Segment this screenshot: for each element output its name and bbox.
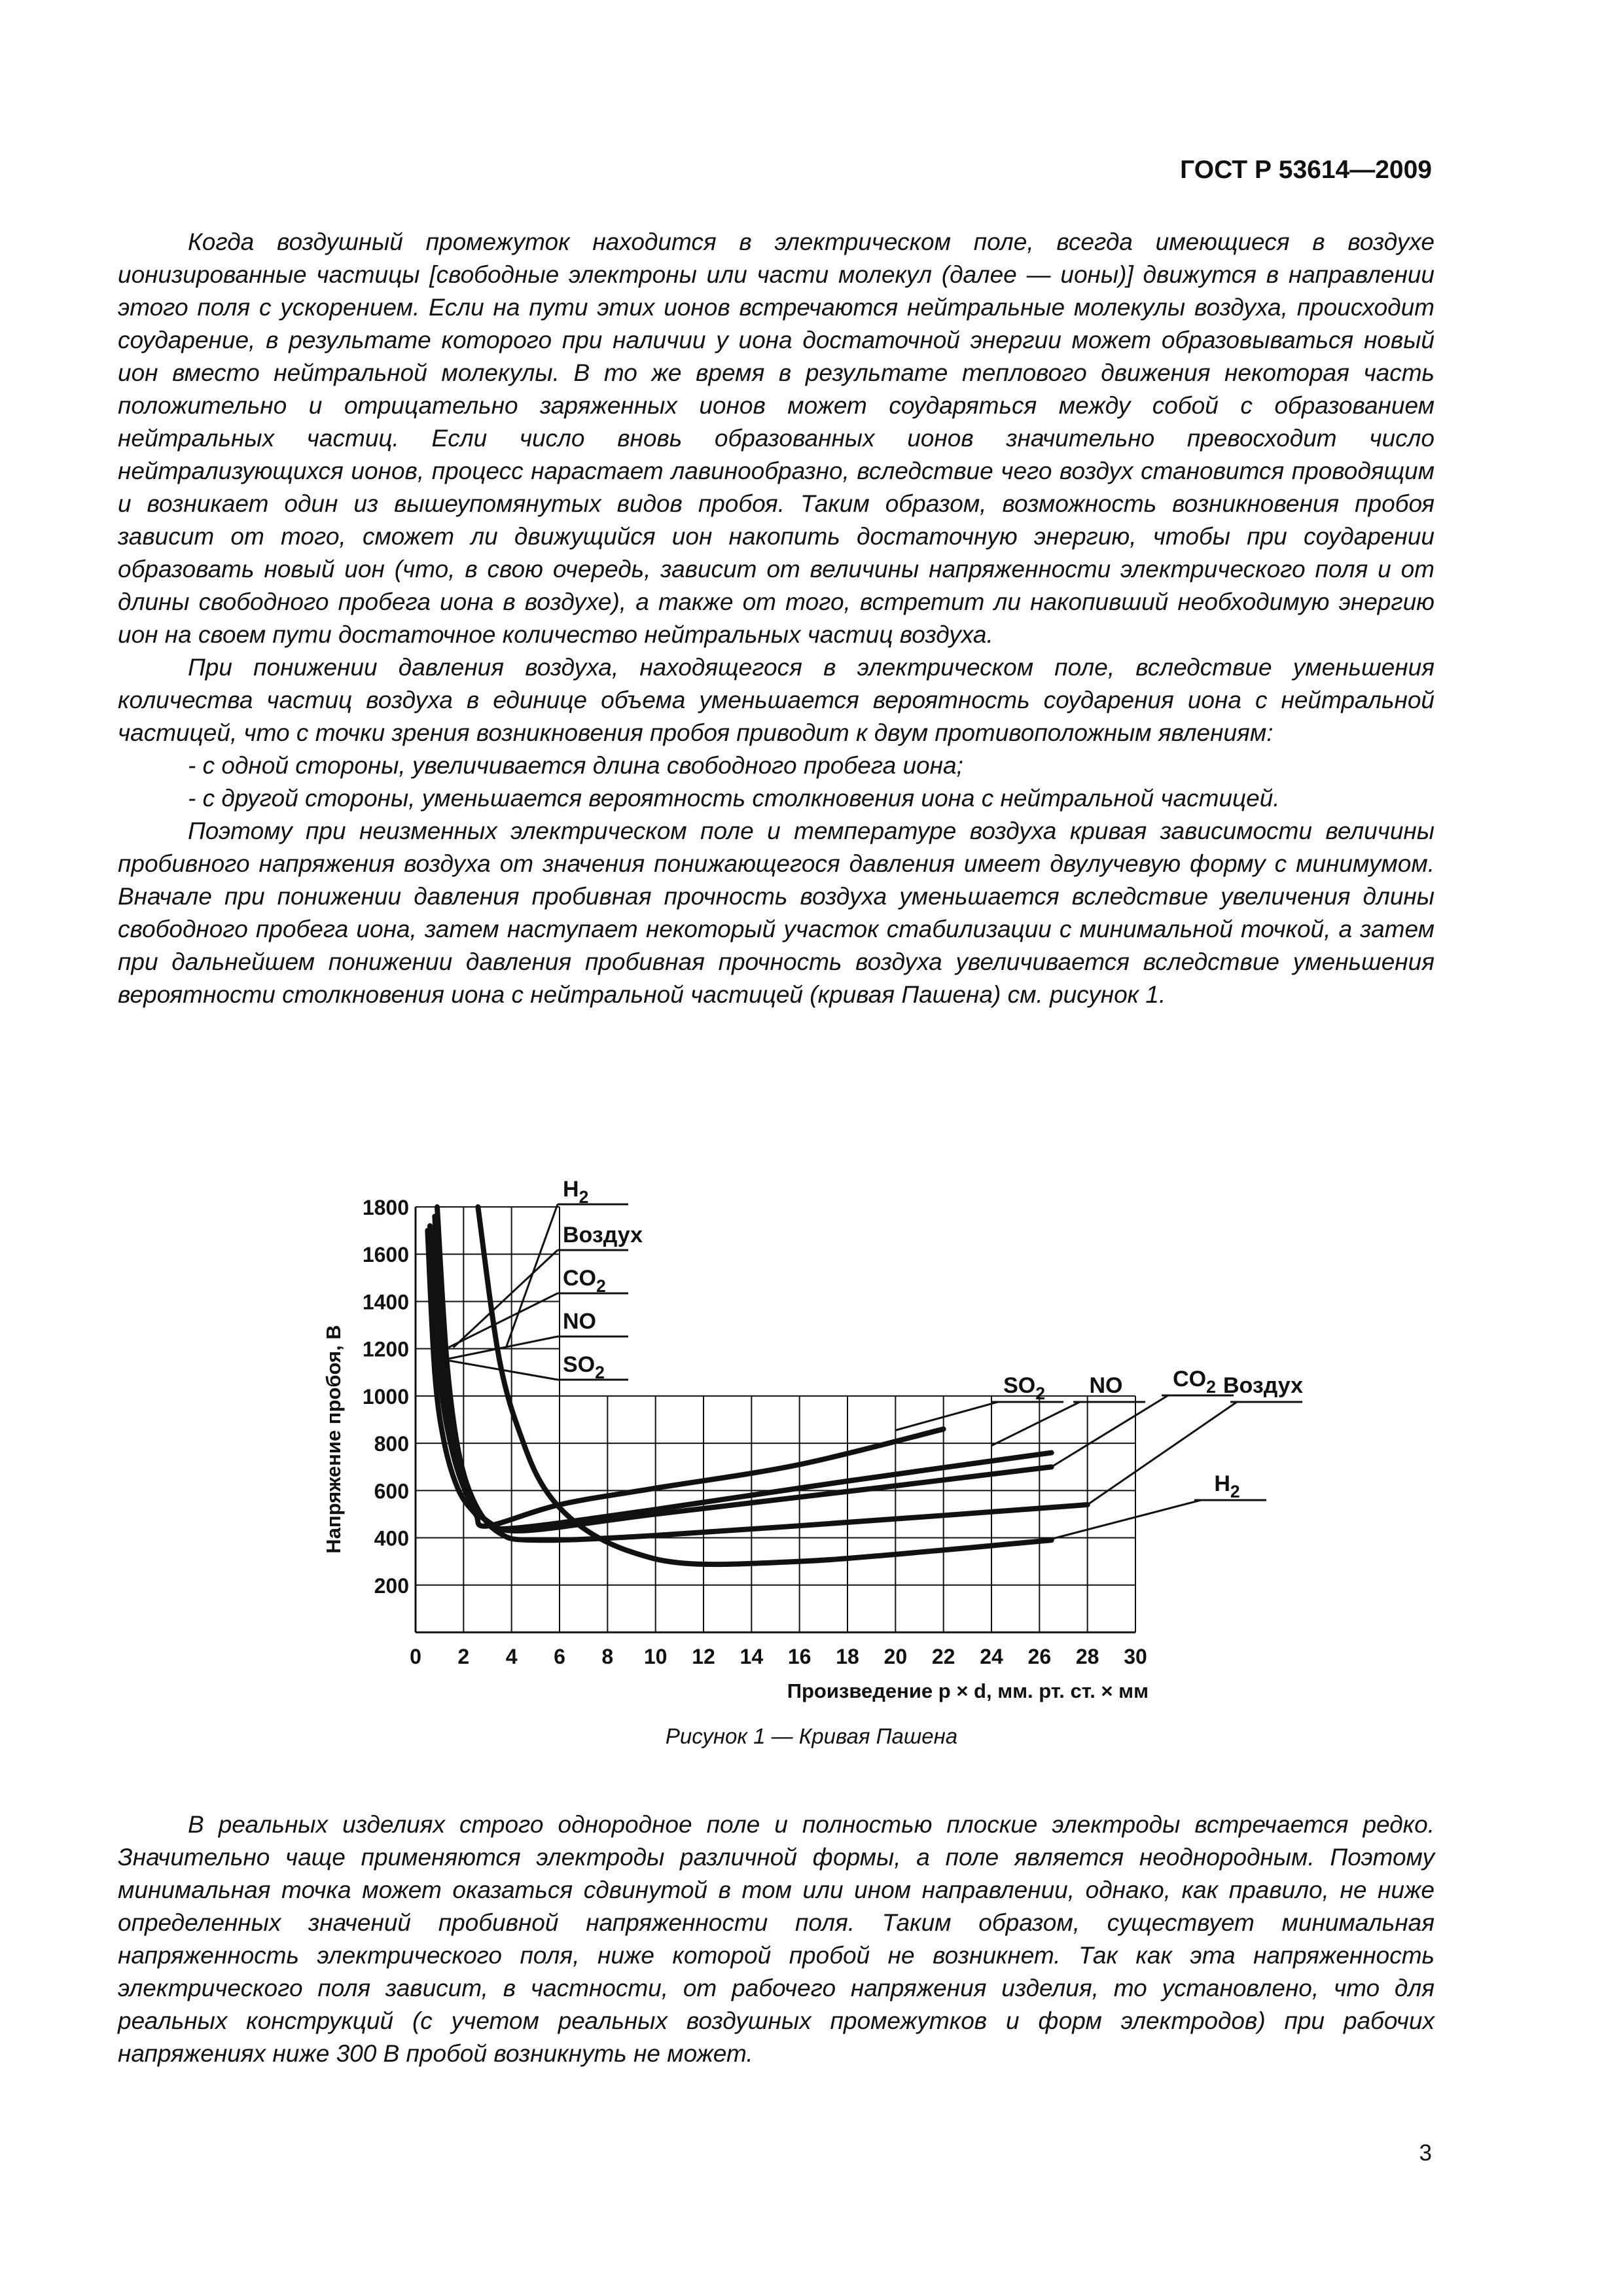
leader-line [506,1204,558,1348]
paschen-curve-chart [308,1164,1315,1720]
legend-label-right: $CO_2$ [1173,1367,1216,1397]
paragraph: В реальных изделиях строго однородное поле и полностью плоские электроды встречается редко. Значительно чаще применяются электроды различной формы, а поле является неоднородным. Поэтому минимальная точка может оказаться сдвинутой в том или ином направлении, однако, как правило, не ниже определенных значений пробивной напряженности поля. Таким образом, существует минимальная напряженность электрического поля, ниже которой пробой не возникнет. Так как эта напряженность электрического поля зависит, в частности, от рабочего напряжения изделия, то установлено, что для реальных конструкций (с учетом реальных воздушных промежутков и форм электродов) при рабочих напряжениях ниже 300 В пробой возникнуть не может. [118,1811,1435,2067]
legend-label-right: $SO_2$ [1003,1373,1045,1404]
leader-line [454,1250,558,1348]
paragraph: Поэтому при неизменных электрическом поле и температуре воздуха кривая зависимости величины пробивного напряжения воздуха от значения понижающегося давления имеет двулучевую форму с минимумом. Вначале при понижении давления пробивная прочность воздуха уменьшается вследствие увеличения длины свободного пробега иона, затем наступает некоторый участок стабилизации с минимальной точкой, а затем при дальнейшем понижении давления пробивная прочность воздуха увеличивается вследствие уменьшения вероятности столкновения иона с нейтральной частицей (кривая Пашена) см. рисунок 1. [118,817,1435,1008]
list-item: - с другой стороны, уменьшается вероятность столкновения иона с нейтральной частицей. [188,785,1280,812]
legend-label-top: Воздух [563,1223,643,1247]
y-tick-label: 600 [374,1479,409,1503]
y-tick-label: 400 [374,1526,409,1551]
x-tick-label: 22 [931,1645,955,1668]
legend-label-top: $CO_2$ [563,1266,606,1297]
legend-label-right: NO [1089,1373,1123,1398]
body-text-bottom [118,1808,1435,2070]
x-tick-label: 28 [1075,1645,1099,1668]
y-axis-title: Напряжение пробоя, В [322,1325,345,1554]
curve-h2 [478,1207,1051,1564]
x-tick-label: 18 [836,1645,859,1668]
legend-label-right: Воздух [1222,1373,1304,1398]
x-tick-label: 4 [505,1645,518,1668]
y-tick-label: 1000 [362,1384,409,1408]
paragraph: Когда воздушный промежуток находится в электрическом поле, всегда имеющиеся в воздухе ионизированные частицы [свободные электроны или части молекул (далее — ионы)] движутся в направлении этого поля с ускорением. Если на пути этих ионов встречаются нейтральные молекулы воздуха, происходит соударение, в результате которого при наличии у иона достаточной энергии может образовываться новый ион вместо нейтральной молекулы. В то же время в результате теплового движения некоторая часть положительно и отрицательно заряженных ионов может соударяться между собой с образованием нейтральных частиц. Если число вновь образованных ионов значительно превосходит число нейтрализующихся ионов, процесс нарастает лавинообразно, вследствие чего воздух становится проводящим и возникает один из вышеупомянутых видов пробоя. Таким образом, возможность возникновения пробоя зависит от того, сможет ли движущийся ион накопить достаточную энергию, чтобы при соударении образовать новый ион (что, в свою очередь, зависит от величины напряженности электрического поля и от длины свободного пробега иона в воздухе), а также от того, встретит ли накопивший необходимую энергию ион на своем пути достаточное количество нейтральных частиц воздуха. [118,228,1435,648]
x-tick-label: 2 [457,1645,470,1668]
y-tick-label: 200 [374,1573,409,1598]
page-number: 3 [1419,2140,1432,2166]
leader-line [1052,1395,1168,1467]
x-tick-label: 26 [1027,1645,1052,1668]
leader-line [991,1402,1080,1446]
x-tick-label: 20 [883,1645,908,1668]
leader-line [895,1402,998,1430]
x-axis-title: Произведение p × d, мм. рт. ст. × мм [787,1679,1149,1702]
x-tick-label: 0 [410,1645,421,1668]
curve-no [430,1226,1052,1529]
legend-label-top: NO [563,1309,596,1334]
document-header: ГОСТ Р 53614—2009 [1180,156,1432,184]
x-tick-label: 30 [1124,1645,1147,1668]
paragraph: При понижении давления воздуха, находящегося в электрическом поле, вследствие уменьшения количества частиц воздуха в единице объема уменьшается вероятность соударения иона с нейтральной частицей, что с точки зрения возникновения пробоя приводит к двум противоположным явлениям: [118,654,1435,746]
body-text-top [118,226,1435,1011]
legend-label-right: $H_2$ [1214,1471,1240,1502]
legend-label-top: $SO_2$ [563,1352,605,1383]
x-tick-label: 24 [980,1645,1003,1668]
x-tick-label: 14 [740,1645,764,1668]
figure-caption: Рисунок 1 — Кривая Пашена [665,1724,958,1748]
x-tick-label: 10 [643,1645,668,1668]
x-tick-label: 6 [554,1645,565,1668]
y-tick-label: 1200 [362,1337,409,1361]
legend-label-top: $H_2$ [563,1177,589,1208]
x-tick-label: 12 [692,1645,715,1668]
x-tick-label: 16 [787,1645,812,1668]
y-tick-label: 1400 [362,1290,409,1314]
x-tick-label: 8 [601,1645,614,1668]
y-tick-label: 1600 [362,1243,409,1267]
y-tick-label: 1800 [362,1196,409,1219]
y-tick-label: 800 [374,1432,409,1456]
list-item: - с одной стороны, увеличивается длина свободного пробега иона; [188,752,963,779]
